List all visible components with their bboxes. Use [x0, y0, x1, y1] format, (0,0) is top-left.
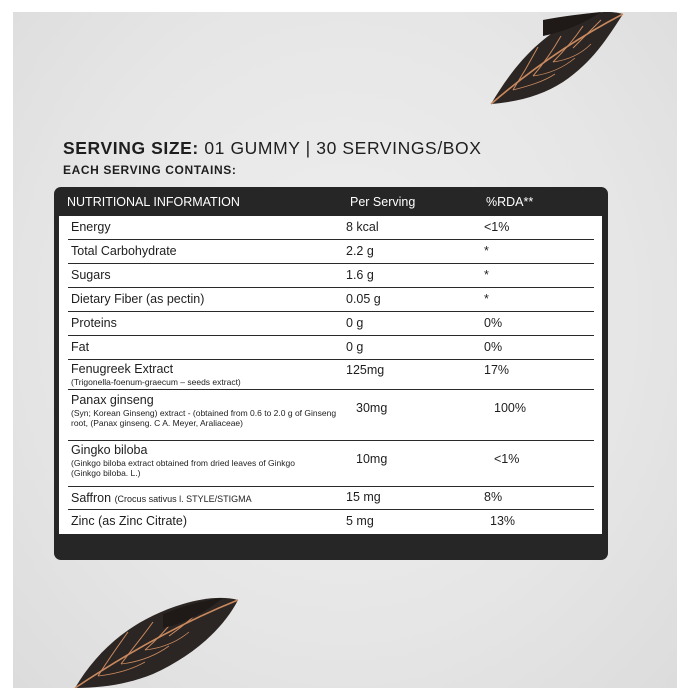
header-per-serving: Per Serving: [350, 195, 416, 209]
nutrient-name: [71, 362, 341, 387]
nutrient-name: [71, 393, 341, 428]
leaf-decoration-icon: [483, 12, 633, 107]
nutrient-name: Fat: [71, 340, 90, 354]
per-serving-value: 10mg: [356, 452, 388, 466]
rda-value: 0%: [484, 316, 503, 330]
nutrient-name: [71, 443, 311, 478]
per-serving-value: 125mg: [346, 363, 385, 377]
per-serving-value: 5 mg: [346, 514, 374, 528]
nutrient-detail: (Ginkgo biloba extract obtained from dried leaves of Ginkgo (Ginkgo biloba. L.): [71, 458, 295, 478]
nutrient-name: [71, 491, 252, 505]
per-serving-value: 0 g: [346, 340, 364, 354]
table-row: [68, 441, 594, 487]
rda-value: <1%: [494, 452, 520, 466]
header-rda: %RDA**: [486, 195, 534, 209]
serving-size-value: 01 GUMMY | 30 SERVINGS/BOX: [204, 138, 482, 158]
per-serving-value: 2.2 g: [346, 244, 374, 258]
rda-value: 0%: [484, 340, 503, 354]
rda-value: 8%: [484, 490, 503, 504]
background-panel: [13, 12, 677, 688]
per-serving-value: 0 g: [346, 316, 364, 330]
rda-value: 100%: [494, 401, 526, 415]
nutrient-name: Sugars: [71, 268, 111, 282]
nutrient-title: Gingko biloba: [71, 443, 148, 457]
per-serving-value: 8 kcal: [346, 220, 379, 234]
header-nutritional-information: NUTRITIONAL INFORMATION: [67, 195, 240, 209]
table-body: [59, 216, 602, 534]
rda-value: <1%: [484, 220, 510, 234]
serving-size-label: SERVING SIZE:: [63, 138, 199, 158]
nutrient-name: Dietary Fiber (as pectin): [71, 292, 205, 306]
table-row: [68, 216, 594, 240]
table-row: [68, 288, 594, 312]
table-row: [68, 336, 594, 360]
per-serving-value: 1.6 g: [346, 268, 374, 282]
nutrient-name: Total Carbohydrate: [71, 244, 177, 258]
nutrient-title: Panax ginseng: [71, 393, 154, 407]
nutrient-detail: (Crocus sativus l. STYLE/STIGMA: [114, 494, 252, 504]
table-row: [68, 240, 594, 264]
table-row: [68, 312, 594, 336]
nutrient-title: Fenugreek Extract: [71, 362, 174, 376]
nutrient-name: Energy: [71, 220, 111, 234]
rda-value: 17%: [484, 363, 510, 377]
rda-value: 13%: [490, 514, 516, 528]
nutrition-table: [54, 187, 608, 560]
per-serving-value: 15 mg: [346, 490, 381, 504]
table-header: [54, 187, 608, 216]
leaf-decoration-icon: [73, 594, 243, 688]
table-row: [68, 360, 594, 390]
table-row: [68, 264, 594, 288]
rda-value: *: [484, 268, 489, 282]
per-serving-value: 30mg: [356, 401, 388, 415]
nutrient-name: Proteins: [71, 316, 117, 330]
nutrient-name: Zinc (as Zinc Citrate): [71, 514, 187, 528]
rda-value: *: [484, 292, 489, 306]
table-row: [68, 510, 594, 534]
table-row: [68, 487, 594, 510]
nutrient-title: Saffron: [71, 491, 112, 505]
per-serving-value: 0.05 g: [346, 292, 381, 306]
rda-value: *: [484, 244, 489, 258]
serving-size-heading: [63, 138, 482, 159]
nutrient-detail: (Trigonella-foenum-graecum – seeds extract): [71, 377, 241, 387]
nutrient-detail: (Syn; Korean Ginseng) extract - (obtained from 0.6 to 2.0 g of Ginseng root, (Panax ginseng. C A. Meyer, Araliaceae): [71, 408, 337, 428]
each-serving-subheading: EACH SERVING CONTAINS:: [63, 163, 237, 177]
table-row: [68, 390, 594, 441]
